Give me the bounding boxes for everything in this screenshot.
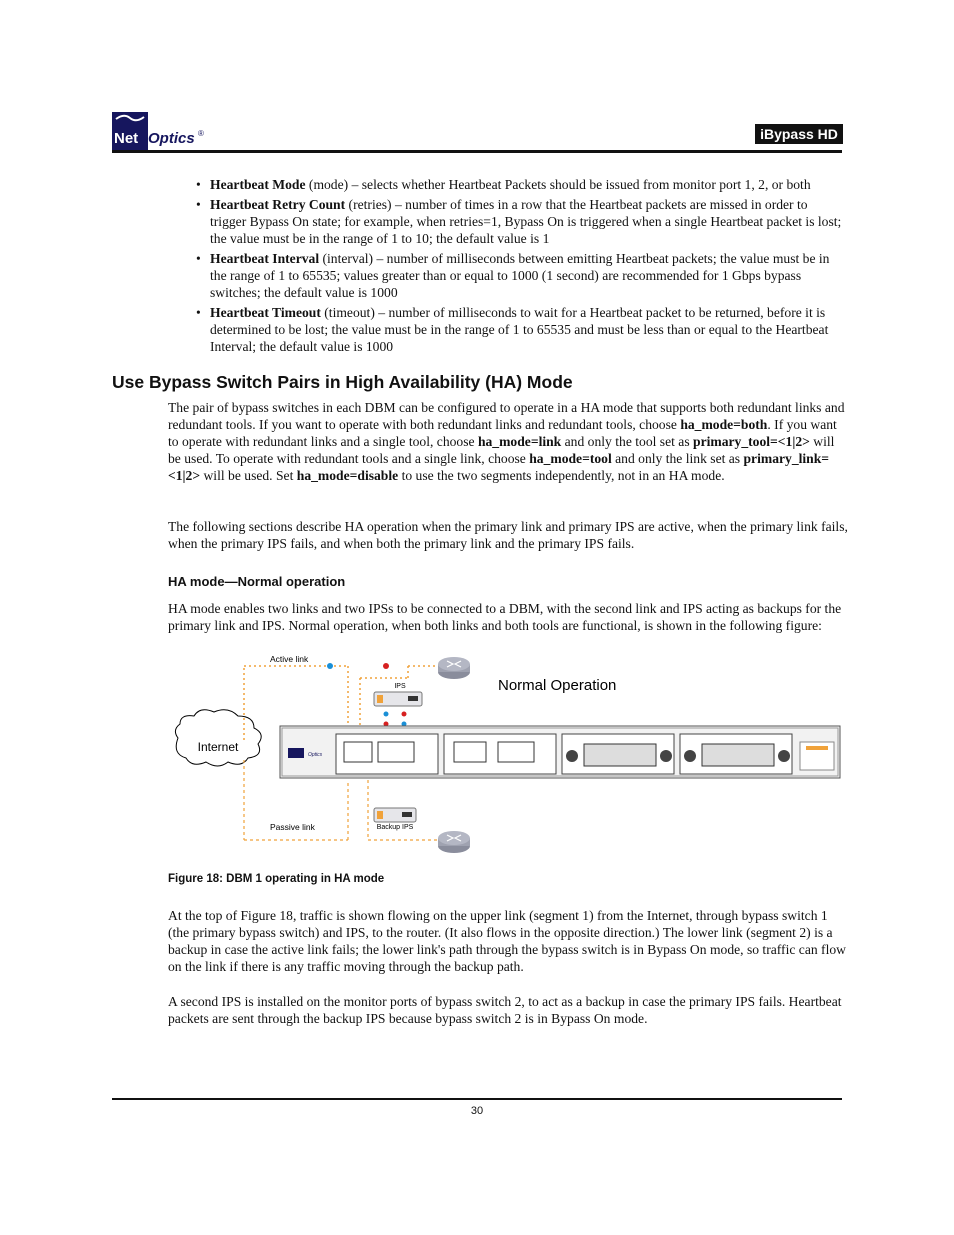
list-item: • Heartbeat Interval (interval) – number of milliseconds between emitting Heartbeat packets; the value must be in the range of 1 to 65535; values greater than or equal to 1000 (1 second) are recommended for 1 Gbps bypass switches; the default value is 1000 [196,250,846,301]
list-item: • Heartbeat Retry Count (retries) – number of times in a row that the Heartbeat packets are missed in order to trigger Bypass On state; for example, when retries=1, Bypass On is triggered when a single Heartbeat packet is lost; the value must be in the range of 1 to 10; the default value is 1 [196,196,846,247]
internet-label: Internet [197,740,239,754]
normal-operation-label: Normal Operation [498,677,617,694]
backup-ips-label: Backup IPS [376,824,414,831]
footer-rule [112,1098,842,1100]
logo-optics: Optics [148,130,195,147]
header-rule [112,150,842,153]
ha-mode-figure [168,650,848,860]
normal-operation-paragraph: HA mode enables two links and two IPSs to be connected to a DBM, with the second link and IPS acting as backups for the primary link and IPS. Normal operation, when both links and both tools are functional, is shown in the following figure: [168,601,842,633]
backup-ips-paragraph: A second IPS is installed on the monitor ports of bypass switch 2, to act as a backup in case the primary IPS fails. Heartbeat packets are sent through the backup IPS because bypass switch 2 is in Bypass On mode. [168,994,842,1026]
router-icon-top [438,657,470,679]
section-title: Use Bypass Switch Pairs in High Availability (HA) Mode [112,372,573,392]
netoptics-logo [112,112,207,150]
list-item: • Heartbeat Timeout (timeout) – number of milliseconds to wait for a Heartbeat packet to be returned, before it is determined to be lost; the value must be in the range of 1 to 65535 and must be less than or equal to the Heartbeat Interval; the default value is 1000 [196,304,846,355]
heartbeat-marker-icon [327,663,333,669]
passive-link-label: Passive link [270,822,315,832]
svg-text:Optics: Optics [308,752,323,758]
logo-registered: ® [198,129,204,138]
ips-label: IPS [394,683,406,690]
list-item: • Heartbeat Mode (mode) – selects whether Heartbeat Packets should be issued from monitor port 1, 2, or both [196,176,846,193]
figure-description-paragraph: At the top of Figure 18, traffic is shown flowing on the upper link (segment 1) from the Internet, through bypass switch 1 (the primary bypass switch) and IPS, to the router. (It also flows in the opposite direction.) The lower link (segment 2) is a backup in case the active link fails; the lower link's path through the bypass switch is in Bypass On mode, so traffic can flow on the link if there is any traffic moving through the backup path. [168,908,846,974]
subsection-title: HA mode—Normal operation [168,574,346,589]
fail-marker-icon [383,663,389,669]
figure-caption: Figure 18: DBM 1 operating in HA mode [168,873,385,885]
page-number: 30 [470,1105,484,1117]
heartbeat-parameter-list [196,176,846,358]
ha-mode-paragraph: The pair of bypass switches in each DBM can be configured to operate in a HA mode that supports both redundant links and redundant tools. If you want to operate with both redundant links and redundant tools, choose ha_mode=both. If you want to operate with redundant links and a single tool, choose ha_mode=link and only the tool set as primary_tool=<1|2> will be used. To operate with redundant tools and a single link, choose ha_mode=tool and only the link set as primary_link=<1|2> will be used. Set ha_mode=disable to use the two segments independently, not in an HA mode. [168,400,845,483]
logo-net: Net [114,130,139,147]
product-tag: iBypass HD [755,124,843,144]
sections-overview-paragraph: The following sections describe HA operation when the primary link and primary IPS are active, when the primary link fails, when the primary IPS fails, and when both the primary link and the primary IPS fails. [168,519,848,551]
router-icon-bottom [438,831,470,853]
ibypass-chassis [280,726,840,778]
internet-cloud-icon [175,710,261,766]
active-link-label: Active link [270,654,309,664]
